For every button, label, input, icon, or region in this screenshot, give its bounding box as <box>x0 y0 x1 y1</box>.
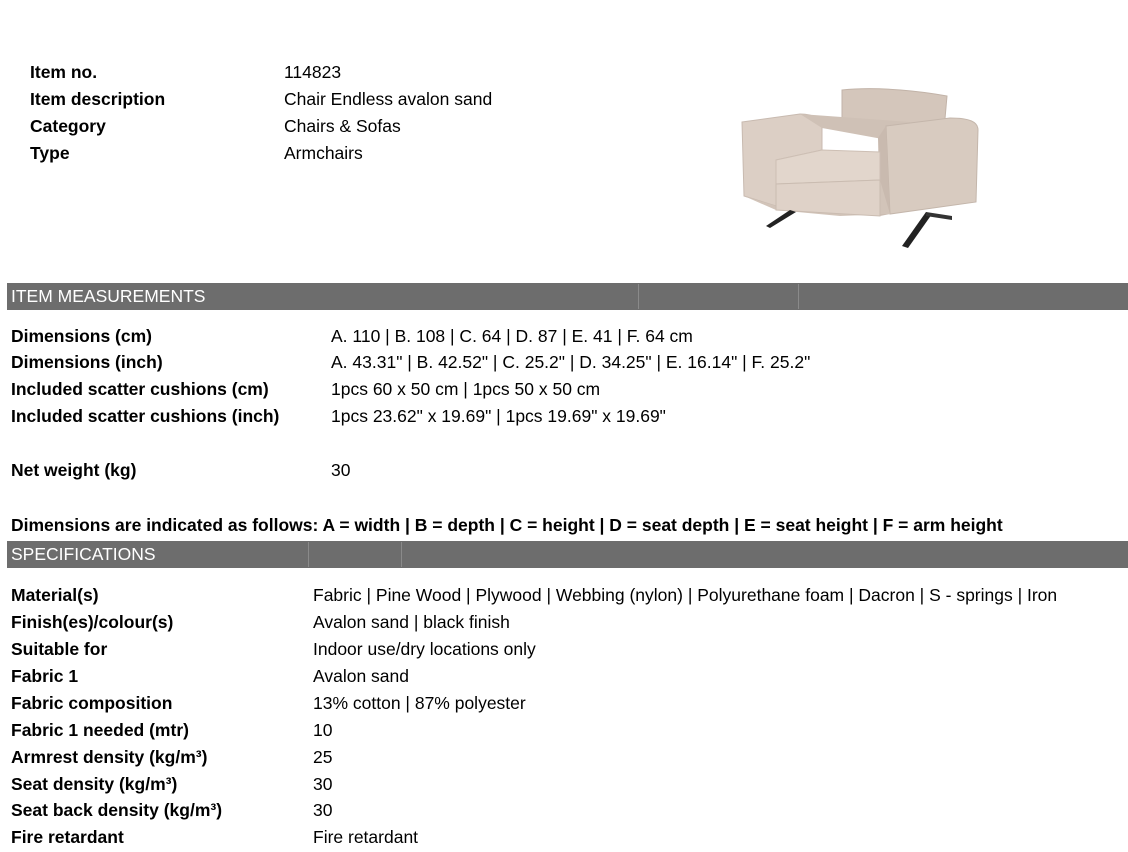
net-weight-label: Net weight (kg) <box>11 460 137 480</box>
category-label: Category <box>30 116 106 136</box>
fabric-needed-label: Fabric 1 needed (mtr) <box>11 720 189 740</box>
item-measurements-header <box>7 283 1128 310</box>
seat-back-density-value: 30 <box>313 800 333 820</box>
header-divider <box>638 284 639 309</box>
seat-density-value: 30 <box>313 774 333 794</box>
dimensions-inch-value: A. 43.31" | B. 42.52" | C. 25.2" | D. 34.25" | E. 16.14" | F. 25.2" <box>331 352 811 372</box>
fabric-needed-value: 10 <box>313 720 333 740</box>
fabric-1-label: Fabric 1 <box>11 666 79 686</box>
type-label: Type <box>30 143 70 163</box>
dimensions-cm-value: A. 110 | B. 108 | C. 64 | D. 87 | E. 41 | F. 64 cm <box>331 326 693 346</box>
item-measurements-title: ITEM MEASUREMENTS <box>11 286 206 306</box>
fabric-composition-value: 13% cotton | 87% polyester <box>313 693 526 713</box>
category-value: Chairs & Sofas <box>284 116 401 136</box>
specifications-header <box>7 541 1128 568</box>
dimensions-cm-label: Dimensions (cm) <box>11 326 152 346</box>
item-description-value: Chair Endless avalon sand <box>284 89 493 109</box>
fabric-composition-label: Fabric composition <box>11 693 173 713</box>
fabric-1-value: Avalon sand <box>313 666 410 686</box>
fire-retardant-label: Fire retardant <box>11 827 124 847</box>
scatter-cushions-inch-label: Included scatter cushions (inch) <box>11 406 280 426</box>
item-number-label: Item no. <box>30 62 98 82</box>
armrest-density-value: 25 <box>313 747 333 767</box>
armchair-product-image <box>730 80 990 260</box>
header-divider <box>401 542 402 567</box>
armrest-density-label: Armrest density (kg/m³) <box>11 747 208 767</box>
item-number-value: 114823 <box>284 62 342 82</box>
header-divider <box>798 284 799 309</box>
suitable-for-label: Suitable for <box>11 639 108 659</box>
suitable-for-value: Indoor use/dry locations only <box>313 639 536 659</box>
seat-density-label: Seat density (kg/m³) <box>11 774 178 794</box>
materials-value: Fabric | Pine Wood | Plywood | Webbing (nylon) | Polyurethane foam | Dacron | S - springs | Iron <box>313 585 1058 605</box>
fire-retardant-value: Fire retardant <box>313 827 419 847</box>
scatter-cushions-cm-value: 1pcs 60 x 50 cm | 1pcs 50 x 50 cm <box>331 379 601 399</box>
finish-colour-label: Finish(es)/colour(s) <box>11 612 174 632</box>
type-value: Armchairs <box>284 143 363 163</box>
header-divider <box>308 542 309 567</box>
dimensions-legend-note: Dimensions are indicated as follows: A = width | B = depth | C = height | D = seat depth | E = seat height | F = arm height <box>11 515 1003 535</box>
specifications-title: SPECIFICATIONS <box>11 544 156 564</box>
item-description-label: Item description <box>30 89 166 109</box>
net-weight-value: 30 <box>331 460 351 480</box>
seat-back-density-label: Seat back density (kg/m³) <box>11 800 223 820</box>
scatter-cushions-cm-label: Included scatter cushions (cm) <box>11 379 269 399</box>
finish-colour-value: Avalon sand | black finish <box>313 612 510 632</box>
scatter-cushions-inch-value: 1pcs 23.62" x 19.69" | 1pcs 19.69" x 19.69" <box>331 406 666 426</box>
materials-label: Material(s) <box>11 585 99 605</box>
dimensions-inch-label: Dimensions (inch) <box>11 352 163 372</box>
